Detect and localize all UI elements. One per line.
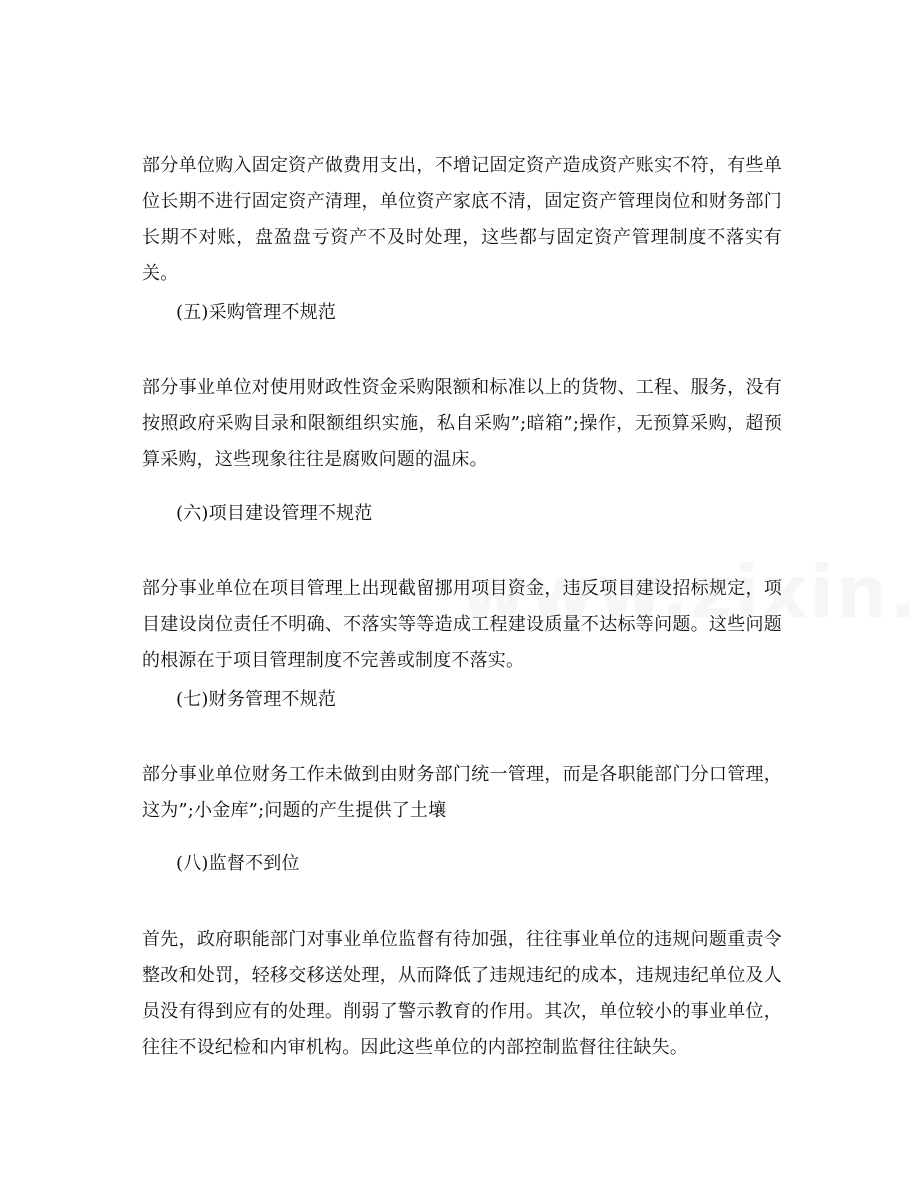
heading-supervision: (八)监督不到位 bbox=[176, 853, 300, 874]
paragraph-procurement: 部分事业单位对使用财政性资金采购限额和标准以上的货物、工程、服务，没有按照政府采购目录和限额组织实施，私自采购”;暗箱”;操作，无预算采购，超预算采购，这些现象往往是腐败问题的温床。 bbox=[142, 377, 782, 470]
heading-procurement: (五)采购管理不规范 bbox=[176, 302, 337, 323]
heading-project-construction: (六)项目建设管理不规范 bbox=[176, 503, 373, 524]
paragraph-project-construction: 部分事业单位在项目管理上出现截留挪用项目资金，违反项目建设招标规定，项目建设岗位责任不明确、不落实等等造成工程建设质量不达标等问题。这些问题的根源在于项目管理制度不完善或制度不落实。 bbox=[142, 578, 782, 671]
paragraph-finance: 部分事业单位财务工作未做到由财务部门统一管理，而是各职能部门分口管理，这为”;小金库”;问题的产生提供了土壤 bbox=[142, 764, 782, 821]
paragraph-supervision: 首先，政府职能部门对事业单位监督有待加强，往往事业单位的违规问题重责令整改和处罚，轻移交移送处理，从而降低了违规违纪的成本，违规违纪单位及人员没有得到应有的处理。削弱了警示教育的作用。其次，单位较小的事业单位，往往不设纪检和内审机构。因此这些单位的内部控制监督往往缺失。 bbox=[142, 929, 782, 1058]
heading-finance: (七)财务管理不规范 bbox=[176, 689, 337, 710]
paragraph-fixed-assets: 部分单位购入固定资产做费用支出，不增记固定资产造成资产账实不符，有些单位长期不进行固定资产清理，单位资产家底不清，固定资产管理岗位和财务部门长期不对账，盘盈盘亏资产不及时处理，这些都与固定资产管理制度不落实有关。 bbox=[142, 155, 782, 284]
